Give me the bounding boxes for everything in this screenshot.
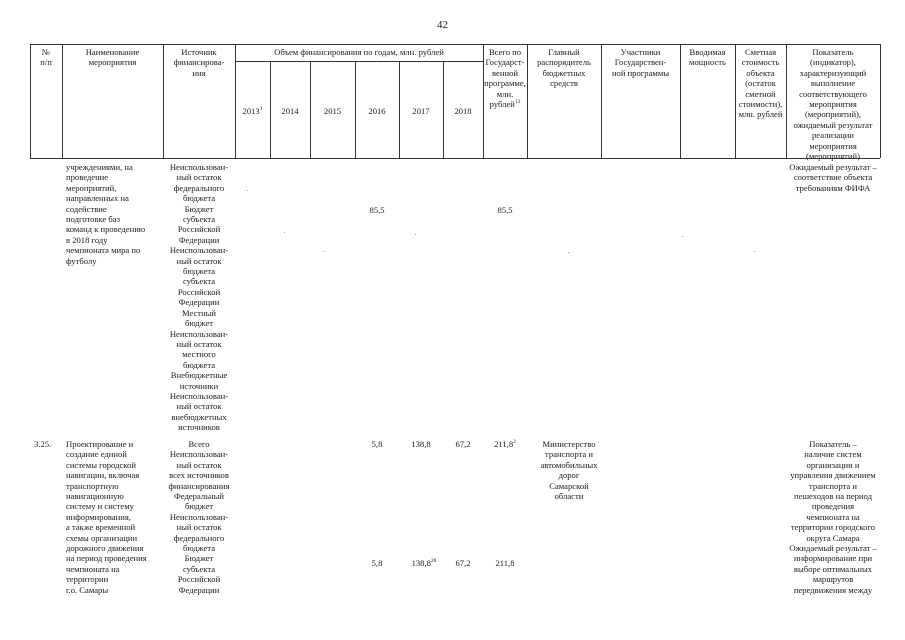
header-manager: Главный распорядитель бюджетных средств [537, 47, 591, 89]
header-capacity: Вводимая мощность [689, 47, 726, 68]
header-source: Источник финансирова- ния [173, 47, 225, 78]
header-year-2013: 2013$^1$ [242, 106, 263, 116]
funding-group-divider [235, 61, 483, 62]
header-participants: Участники Государствен- ной программы [611, 47, 670, 78]
header-year-2016: 2016 [368, 106, 386, 116]
col-line-15 [880, 44, 881, 158]
row-325-indicator: Показатель – наличие систем организации и управления движением транспорта и пешеходов на период проведения чемпионата на территории городского округа Самара Ожидаемый результат – информирование при выборе оптимальных маршрутов передвижения между [789, 439, 877, 595]
header-name: Наименование мероприятия [85, 47, 140, 68]
header-year-2014: 2014 [281, 106, 299, 116]
scan-dot [682, 236, 683, 237]
row-cont-2016: 85,5 [369, 205, 385, 215]
scan-dot [568, 252, 569, 253]
scan-dot [323, 251, 324, 252]
row-325-name: Проектирование и создание единой системы городской навигации, включая транспортную навигационную систему и систему информирования, а также временной схемы организации дорожного движения на период проведения чемпионата на территории г.о. Самары [66, 439, 147, 595]
row-325-subject-2018: 67,2 [455, 558, 471, 568]
row-cont-total: 85,5 [497, 205, 513, 215]
row-325-total-2017: 138,8 [411, 439, 431, 449]
row-325-sources: Всего Неиспользован- ный остаток всех источников финансирования Федеральный бюджет Неиспользован- ный остаток федерального бюджета Бюджет субъекта Российской Федерации [168, 439, 230, 595]
header-total: Всего по Государст- венной программе, млн. рублей$^{13}$ [484, 47, 526, 110]
header-indicator: Показатель (индикатор), характеризующий выполнение соответствующего мероприятия (мероприятий), ожидаемый результат реализации мероприятия (мероприятий) [793, 47, 873, 162]
header-year-2015: 2015 [323, 106, 342, 116]
scan-dot [284, 232, 285, 233]
page-number: 42 [437, 19, 448, 31]
header-cost: Сметная стоимость объекта (остаток сметной стоимости), млн. рублей [738, 47, 783, 120]
scan-dot [415, 234, 416, 235]
row-325-total-2016: 5,8 [371, 439, 383, 449]
row-325-total-2018: 67,2 [455, 439, 471, 449]
row-cont-indicator: Ожидаемый результат – соответствие объекта требованиям ФИФА [789, 162, 877, 193]
header-year-2017: 2017 [412, 106, 430, 116]
row-325-num: 3.25. [34, 439, 52, 449]
scan-dot [754, 251, 755, 252]
table-top-border [30, 44, 880, 45]
scan-dot [247, 190, 248, 191]
row-cont-sources: Неиспользован- ный остаток федерального бюджета Бюджет субъекта Российской Федерации Неиспользован- ный остаток бюджета субъекта Российской Федерации Местный бюджет Неиспользован- ный остаток местного бюджета Внебюджетные источники Неиспользован- ный остаток внебюджетных источников [169, 162, 229, 433]
row-325-manager: Министерство транспорта и автомобильных дорог Самарской области [540, 439, 598, 502]
row-325-subject-2016: 5,8 [371, 558, 383, 568]
row-325-subject-total: 211,8 [495, 558, 515, 568]
header-bottom-border [30, 158, 880, 159]
row-325-subject-2017: 138,8$^{28}$ [411, 558, 437, 568]
header-num: № п/п [40, 47, 52, 68]
row-325-total-all: 211,8$^2$ [494, 439, 516, 449]
row-cont-name: учреждениями, на проведение мероприятий, направленных на содействие подготовке баз команд к проведению в 2018 году чемпионата мира по футболу [66, 162, 146, 266]
header-year-2018: 2018 [454, 106, 472, 116]
col-line-3 [235, 44, 236, 158]
header-funding-group: Объем финансирования по годам, млн. рублей [274, 47, 444, 57]
